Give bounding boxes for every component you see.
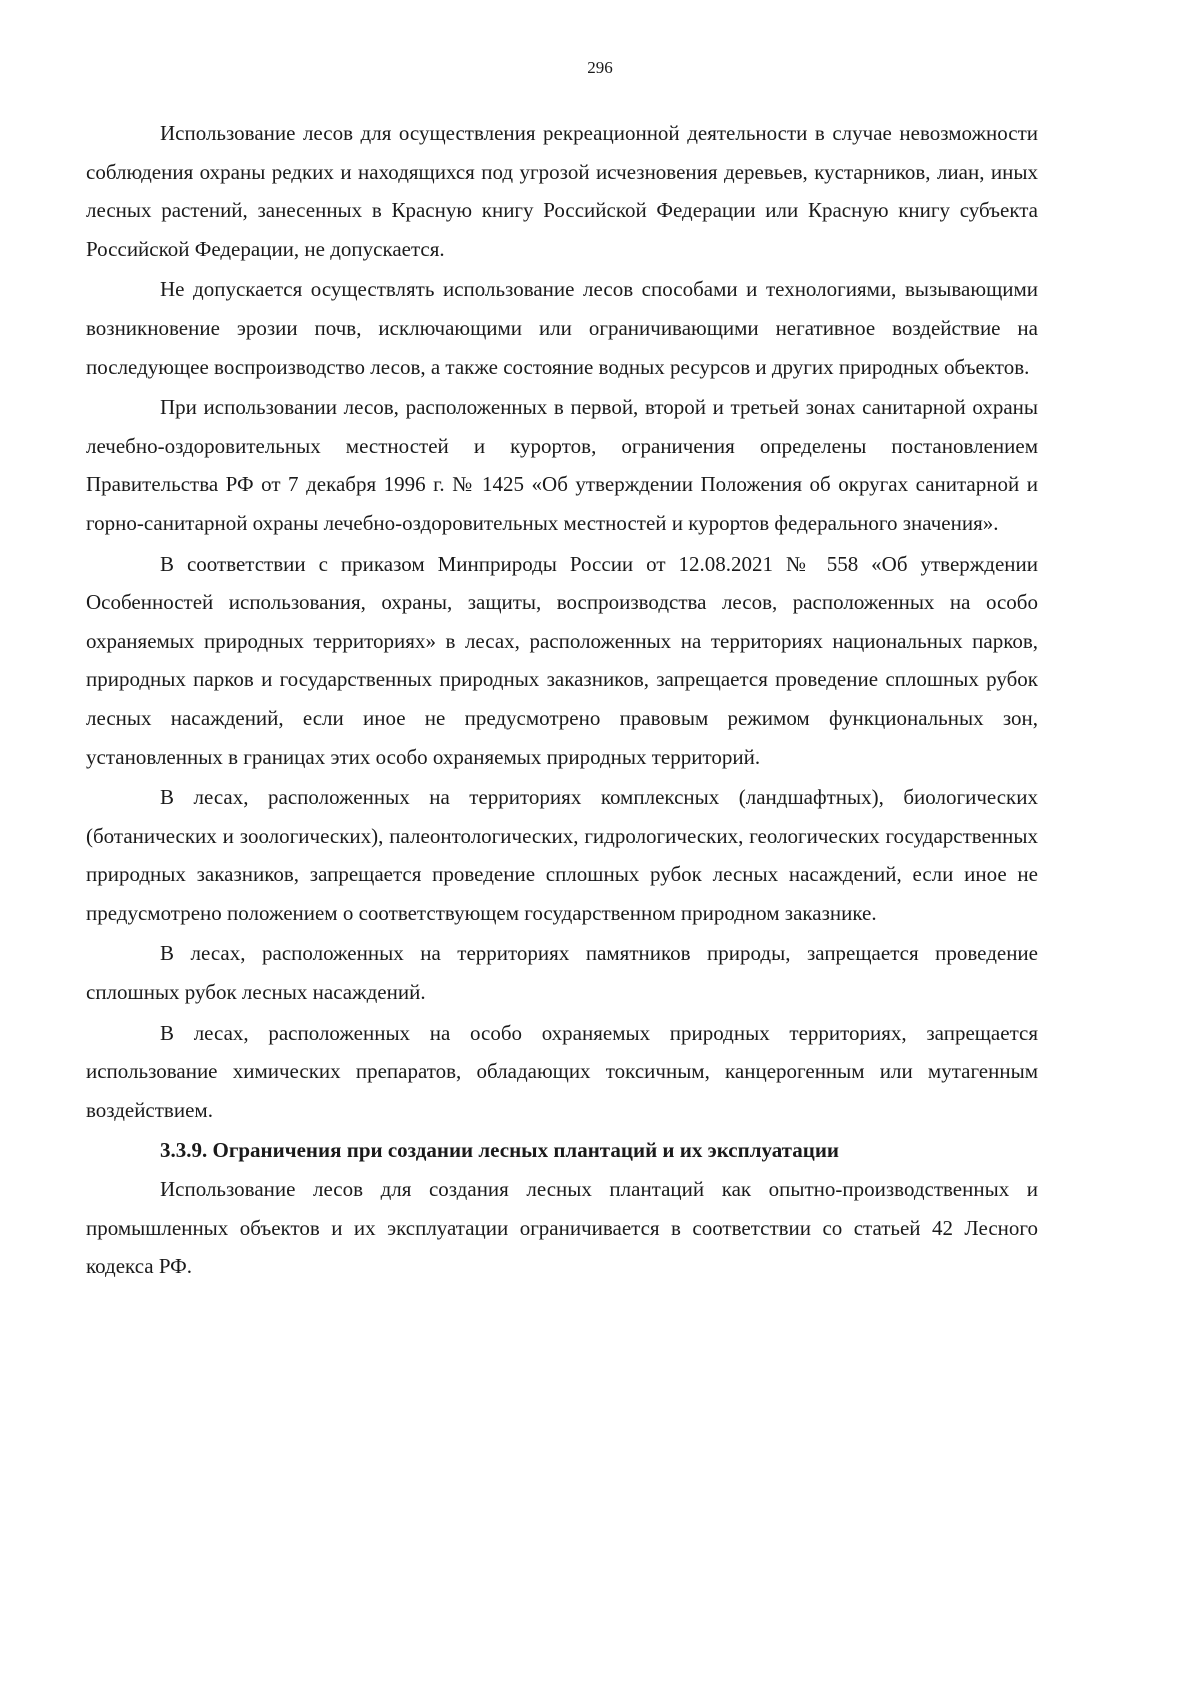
paragraph-protected-areas-order: В соответствии с приказом Минприроды России от 12.08.2021 № 558 «Об утверждении Особенностей использования, охраны, защиты, воспроизводства лесов, расположенных на особо охраняемых природных территориях» в лесах, расположенных на территориях национальных парков, природных парков и государственных природных заказников, запрещается проведение сплошных рубок лесных насаждений, если иное не предусмотрено правовым режимом функциональных зон, установленных в границах этих особо охраняемых природных территорий. (86, 551, 1038, 769)
paragraph-erosion: Не допускается осуществлять использование лесов способами и технологиями, вызывающими возникновение эрозии почв, исключающими или ограничивающими негативное воздействие на последующее воспроизводство лесов, а также состояние водных ресурсов и других природных объектов. (86, 277, 1038, 379)
page-number: 296 (587, 58, 613, 77)
paragraph-chemicals: В лесах, расположенных на особо охраняемых природных территориях, запрещается использование химических препаратов, обладающих токсичным, канцерогенным или мутагенным воздействием. (86, 1020, 1038, 1122)
paragraph-reserves: В лесах, расположенных на территориях комплексных (ландшафтных), биологических (ботанических и зоологических), палеонтологических, гидрологических, геологических государственных природных заказников, запрещается проведение сплошных рубок лесных насаждений, если иное не предусмотрено положением о соответствующем государственном природном заказнике. (86, 785, 1038, 925)
section-heading: 3.3.9. Ограничения при создании лесных плантаций и их эксплуатации (160, 1138, 840, 1163)
paragraph-plantations: Использование лесов для создания лесных плантаций как опытно-производственных и промышленных объектов и их эксплуатации ограничивается в соответствии со статьей 42 Лесного кодекса РФ. (86, 1177, 1038, 1279)
page-body (86, 114, 1038, 1288)
paragraph-sanitary-zones: При использовании лесов, расположенных в первой, второй и третьей зонах санитарной охраны лечебно-оздоровительных местностей и курортов, ограничения определены постановлением Правительства РФ от 7 декабря 1996 г. № 1425 «Об утверждении Положения об округах санитарной и горно-санитарной охраны лечебно-оздоровительных местностей и курортов федерального значения». (86, 395, 1038, 535)
paragraph-recreation: Использование лесов для осуществления рекреационной деятельности в случае невозможности соблюдения охраны редких и находящихся под угрозой исчезновения деревьев, кустарников, лиан, иных лесных растений, занесенных в Красную книгу Российской Федерации или Красную книгу субъекта Российской Федерации, не допускается. (86, 121, 1038, 261)
paragraph-natural-monuments: В лесах, расположенных на территориях памятников природы, запрещается проведение сплошных рубок лесных насаждений. (86, 941, 1038, 1005)
